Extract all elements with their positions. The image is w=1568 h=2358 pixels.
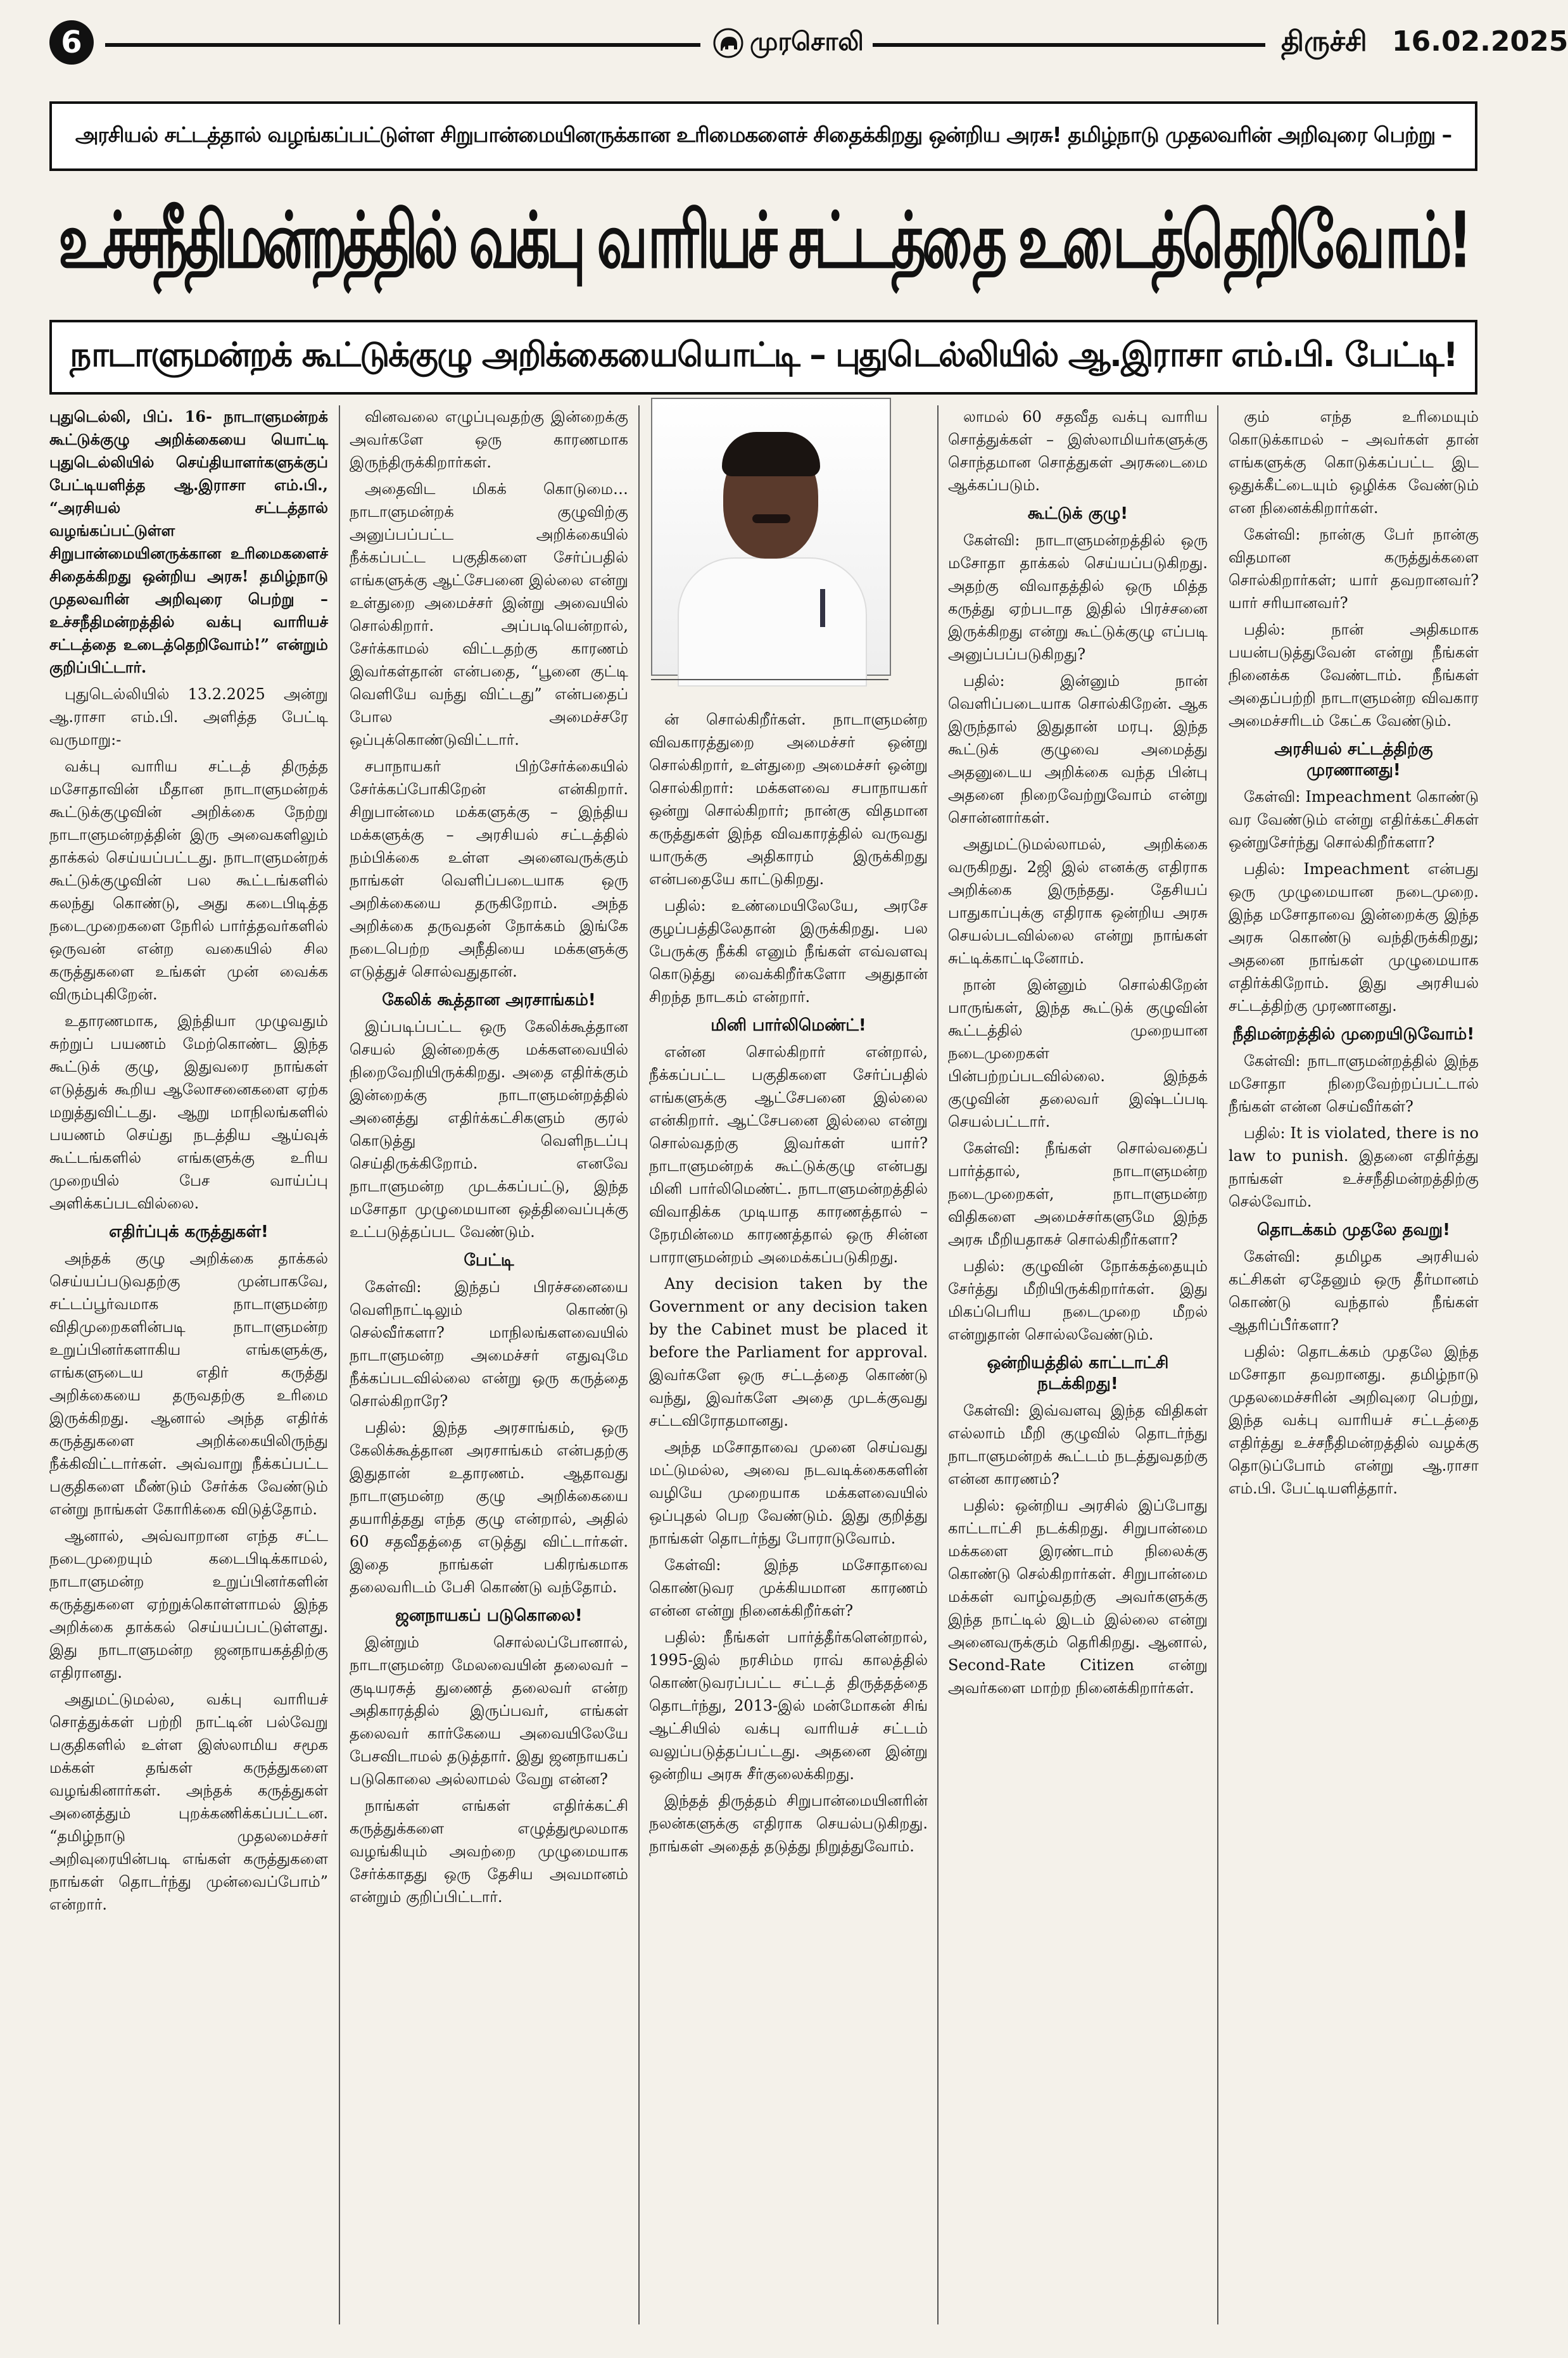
photo-hair <box>722 432 820 476</box>
photo-moustache <box>752 514 790 523</box>
article-paragraph: நாங்கள் எங்கள் எதிர்க்கட்சி கருத்துக்களை எழுத்துமூலமாக வழங்கியும் அவற்றை முழுமையாக சேர்க்காதது ஒரு தேசிய அவமானம் என்றும் குறிப்பிட்டார். <box>350 1797 628 1906</box>
article-paragraph: நான் இன்னும் சொல்கிறேன் பாருங்கள், இந்த கூட்டுக் குழுவின் கூட்டத்தில் முறையான நடைமுறைகள் பின்பற்றப்படவில்லை. இந்தக் குழுவின் தலைவர் இஷ்டப்படி செயல்பட்டார். <box>948 976 1208 1131</box>
paper-name: முரசொலி <box>750 27 864 56</box>
kicker-headline: அரசியல் சட்டத்தால் வழங்கப்பட்டுள்ள சிறுபான்மையினருக்கான உரிமைகளைச் சிதைக்கிறது ஒன்றிய அரசு! தமிழ்நாடு முதலவரின் அறிவுரை பெற்று – <box>75 122 1452 147</box>
article-paragraph: கேள்வி: நாடாளுமன்றத்தில் ஒரு மசோதா தாக்கல் செய்யப்படுகிறது. அதற்கு விவாதத்தில் ஒரு மித்த கருத்து ஏற்படாத இதில் பிரச்சனை இருக்கிறது என்று கூட்டுக்குழு எப்படி அனுப்பப்படுகிறது? <box>948 531 1208 663</box>
section-subheading: கூட்டுக் குழு! <box>1027 504 1129 523</box>
article-paragraph: புதுடெல்லி, பிப். 16- நாடாளுமன்றக் கூட்டுக்குழு அறிக்கையை யொட்டி புதுடெல்லியில் செய்தியாளர்களுக்குப் பேட்டியளித்த ஆ.இராசா எம்.பி., “அரசியல் சட்டத்தால் வழங்கப்பட்டுள்ள சிறுபான்மையினருக்கான உரிமைகளைச் சிதைக்கிறது ஒன்றிய அரசு! தமிழ்நாடு முதலவரின் அறிவுரை பெற்று – உச்சநீதிமன்றத்தில் வக்பு வாரியச் சட்டத்தை உடைத்தெறிவோம்!” என்றும் குறிப்பிட்டார். <box>49 407 328 676</box>
paper-logo <box>713 24 864 62</box>
article-paragraph: அந்தக் குழு அறிக்கை தாக்கல் செய்யப்படுவதற்கு முன்பாகவே, சட்டப்பூர்வமாக நாடாளுமன்ற விதிமுறைகளின்படி நாடாளுமன்ற உறுப்பினர்களாகிய எங்களுக்கு, எங்களுடைய எதிர் கருத்து அறிக்கையை தருவதற்கு உரிமை இருக்கிறது. ஆனால் அந்த எதிர்க் கருத்துகளை அறிக்கையிலிருந்து நீக்கிவிட்டார்கள். அவ்வாறு நீக்கப்பட்ட பகுதிகளை மீண்டும் சேர்க்க வேண்டும் என்று நாங்கள் கோரிக்கை விடுத்தோம். <box>49 1250 328 1518</box>
article-paragraph: பதில்: ஒன்றிய அரசில் இப்போது காட்டாட்சி நடக்கிறது. சிறுபான்மை மக்களை இரண்டாம் நிலைக்கு கொண்டு செல்கிறார்கள். சிறுபான்மை மக்கள் வாழ்வதற்கு அவர்களுக்கு இந்த நாட்டில் இடம் இல்லை என்று அனைவருக்கும் தெரிகிறது. ஆனால், Second-Rate Citizen என்று அவர்களை மாற்ற நினைக்கிறார்கள். <box>948 1497 1208 1697</box>
page-number: 6 <box>49 20 94 65</box>
article-paragraph: கேள்வி: நீங்கள் சொல்வதைப் பார்த்தால், நாடாளுமன்ற நடைமுறைகள், நாடாளுமன்ற விதிகளை அமைச்சர்களுமே இந்த அரசு மீறியதாகச் சொல்கிறீர்களா? <box>948 1139 1208 1248</box>
article-paragraph: கேள்வி: நாடாளுமன்றத்தில் இந்த மசோதா நிறைவேற்றப்பட்டால் நீங்கள் என்ன செய்வீர்கள்? <box>1229 1052 1479 1115</box>
article-paragraph: புதுடெல்லியில் 13.2.2025 அன்று ஆ.ராசா எம்.பி. அளித்த பேட்டி வருமாறு:- <box>49 685 328 749</box>
article-paragraph: கேள்வி: இவ்வளவு இந்த விதிகள் எல்லாம் மீறி குழுவில் தொடர்ந்து நாடாளுமன்றக் கூட்டம் நடத்துவதற்கு என்ன காரணம்? <box>948 1402 1208 1488</box>
masthead-rule-right <box>873 43 1265 47</box>
article-paragraph: என்ன சொல்கிறார் என்றால், நீக்கப்பட்ட பகுதிகளை சேர்ப்பதில் எங்களுக்கு ஆட்சேபனை இல்லை என்கிறார். ஆட்சேபனை இல்லை என்று சொல்வதற்கு இவர்கள் யார்? நாடாளுமன்றக் கூட்டுக்குழு என்பது மினி பார்லிமெண்ட். நாடாளுமன்றத்தில் விவாதிக்க முடியாத காரணத்தால் – நேரமின்மை காரணத்தால் ஒரு சின்ன பாராளுமன்றம் அமைக்கப்படுகிறது. <box>649 1043 928 1266</box>
article-paragraph: பதில்: தொடக்கம் முதலே இந்த மசோதா தவறானது. தமிழ்நாடு முதலமைச்சரின் அறிவுரை பெற்று, இந்த வக்பு வாரியச் சட்டத்தை எதிர்த்து உச்சநீதிமன்றத்தில் வழக்கு தொடுப்போம் என்று ஆ.ராசா எம்.பி. பேட்டியளித்தார். <box>1229 1343 1479 1497</box>
article-paragraph: வினவலை எழுப்புவதற்கு இன்றைக்கு அவர்களே ஒரு காரணமாக இருந்திருக்கிறார்கள். <box>350 408 628 471</box>
article-paragraph: கும் எந்த உரிமையும் கொடுக்காமல் – அவர்கள் தான் எங்களுக்கு கொடுக்கப்பட்ட இட ஒதுக்கீட்டையும் ஒழிக்க வேண்டும் என நினைக்கிறார்கள். <box>1229 408 1479 517</box>
masthead <box>49 16 1568 70</box>
speaker-photo <box>651 398 891 676</box>
article-paragraph: கேள்வி: நான்கு பேர் நான்கு விதமான கருத்துக்களை சொல்கிறார்கள்; யார் தவறானவர்? யார் சரியானவர்? <box>1229 526 1479 612</box>
section-subheading: ஒன்றியத்தில் காட்டாட்சி நடக்கிறது! <box>987 1353 1169 1393</box>
article-paragraph: பதில்: நீங்கள் பார்த்தீர்களென்றால், 1995-இல் நரசிம்ம ராவ் காலத்தில் கொண்டுவரப்பட்ட சட்டத் திருத்தத்தை தொடர்ந்து, 2013-இல் மன்மோகன் சிங் ஆட்சியில் வக்பு வாரியச் சட்டம் வலுப்படுத்தப்பட்டது. அதனை இன்று ஒன்றிய அரசு சீர்குலைக்கிறது. <box>649 1628 928 1783</box>
article-paragraph: பதில்: இந்த அரசாங்கம், ஒரு கேலிக்கூத்தான அரசாங்கம் என்பதற்கு இதுதான் உதாரணம். ஆதாவது நாடாளுமன்ற குழு அறிக்கையை தயாரித்தது எந்த குழு என்றால், அதில் 60 சதவீதத்தை எடுத்து விட்டார்கள். இதை நாங்கள் பகிரங்கமாக தலைவரிடம் பேசி கொண்டு வந்தோம். <box>350 1419 628 1596</box>
edition-date: 16.02.2025 <box>1392 25 1568 58</box>
article-paragraph: லாமல் 60 சதவீத வக்பு வாரிய சொத்துக்கள் – இஸ்லாமியர்களுக்கு சொந்தமான சொத்துகள் அரசுடைமை ஆக்கப்படும். <box>948 408 1208 494</box>
column-divider <box>1217 405 1218 2324</box>
article-column-5 <box>1229 405 1479 2331</box>
article-paragraph: ஆனால், அவ்வாறான எந்த சட்ட நடைமுறையும் கடைபிடிக்காமல், நாடாளுமன்ற உறுப்பினர்களின் கருத்துகளை ஏற்றுக்கொள்ளாமல் இந்த அறிக்கை தாக்கல் செய்யப்பட்டுள்ளது. இது நாடாளுமன்ற ஜனநாயகத்திற்கு எதிரானது. <box>49 1527 328 1682</box>
subhead-box <box>49 320 1477 395</box>
article-paragraph: சபாநாயகர் பிற்சேர்க்கையில் சேர்க்கப்போகிறேன் என்கிறார். சிறுபான்மை மக்களுக்கு – இந்திய மக்களுக்கு – அரசியல் சட்டத்தில் நம்பிக்கை உள்ள அனைவருக்கும் நாங்கள் வெளிப்படையாக ஒரு அறிக்கையை தருகிறோம். அந்த அறிக்கை தருவதன் நோக்கம் இங்கே நடைபெற்ற அநீதியை மக்களுக்கு எடுத்துச் சொல்வதுதான். <box>350 757 628 980</box>
edition-city: திருச்சி <box>1281 25 1367 58</box>
article-column-1 <box>49 405 328 2331</box>
column-divider <box>638 405 640 2324</box>
column-divider <box>937 405 939 2324</box>
article-paragraph: பதில்: நான் அதிகமாக பயன்படுத்துவேன் என்று நீங்கள் நினைக்க வேண்டாம். நீங்கள் அதைப்பற்றி நாடாளுமன்ற விவகார அமைச்சரிடம் கேட்க வேண்டும். <box>1229 621 1479 730</box>
section-subheading: நீதிமன்றத்தில் முறையிடுவோம்! <box>1232 1025 1475 1044</box>
article-paragraph: Any decision taken by the Government or any decision taken by the Cabinet must be placed it before the Parliament for approval. இவர்களே ஒரு சட்டத்தை கொண்டு வந்து, இவர்களே அதை முடக்குவது சட்டவிரோதமானது. <box>649 1275 928 1429</box>
article-column-2 <box>350 405 628 2331</box>
article-column-3 <box>649 708 928 2329</box>
article-paragraph: இப்படிப்பட்ட ஒரு கேலிக்கூத்தான செயல் இன்றைக்கு மக்களவையில் நிறைவேறியிருக்கிறது. அதை எதிர்க்கும் இன்றைக்கு நாடாளுமன்றத்தில் அனைத்து எதிர்க்கட்சிகளும் குரல் கொடுத்து வெளிநடப்பு செய்திருக்கிறோம். எனவே நாடாளுமன்ற முடக்கப்பட்டு, இந்த மசோதா முழுமையான ஒத்திவைப்புக்கு உட்படுத்தப்பட வேண்டும். <box>350 1018 628 1241</box>
article-paragraph: கேள்வி: Impeachment கொண்டு வர வேண்டும் என்று எதிர்க்கட்சிகள் ஒன்றுசேர்ந்து சொல்கிறீர்களா? <box>1229 788 1479 851</box>
article-paragraph: பதில்: உண்மையிலேயே, அரசே குழப்பத்திலேதான் இருக்கிறது. பல பேருக்கு நீக்கி எனும் நீங்கள் எவ்வளவு கொடுத்து வைக்கிறீர்களோ அதுதான் சிறந்த நாடகம் என்றார். <box>649 897 928 1006</box>
article-paragraph: பதில்: It is violated, there is no law to punish. இதனை எதிர்த்து நாங்கள் உச்சநீதிமன்றத்திற்கு செல்வோம். <box>1229 1124 1479 1210</box>
photo-shirt <box>678 557 867 687</box>
article-column-4 <box>948 405 1208 2331</box>
article-paragraph: இந்தத் திருத்தம் சிறுபான்மையினரின் நலன்களுக்கு எதிராக செயல்படுகிறது. நாங்கள் அதைத் தடுத்து நிறுத்துவோம். <box>649 1792 928 1855</box>
subheadline: நாடாளுமன்றக் கூட்டுக்குழு அறிக்கையையொட்டி – புதுடெல்லியில் ஆ.இராசா எம்.பி. பேட்டி! <box>70 336 1457 374</box>
column-divider <box>339 405 340 2324</box>
article-paragraph: அதுமட்டுமல்ல, வக்பு வாரியச் சொத்துக்கள் பற்றி நாட்டின் பல்வேறு பகுதிகளில் உள்ள இஸ்லாமிய சமூக மக்கள் தங்கள் கருத்துகளை வழங்கினார்கள். அந்தக் கருத்துகள் அனைத்தும் புறக்கணிக்கப்பட்டன. “தமிழ்நாடு முதலமைச்சர் அறிவுரையின்படி எங்கள் கருத்துகளை நாங்கள் தொடர்ந்து முன்வைப்போம்” என்றார். <box>49 1690 328 1913</box>
article-paragraph: உதாரணமாக, இந்தியா முழுவதும் சுற்றுப் பயணம் மேற்கொண்ட இந்த கூட்டுக் குழு, இதுவரை நாங்கள் எடுத்துக் கூறிய ஆலோசனைகளை ஏற்க மறுத்துவிட்டது. ஆறு மாநிலங்களில் பயணம் செய்து நடத்திய ஆய்வுக் கூட்டங்களில் எங்களுக்கு உரிய முறையில் பேச வாய்ப்பு அளிக்கப்படவில்லை. <box>49 1012 328 1212</box>
article-paragraph: கேள்வி: இந்த மசோதாவை கொண்டுவர முக்கியமான காரணம் என்ன என்று நினைக்கிறீர்கள்? <box>649 1556 928 1620</box>
article-paragraph: அதைவிட மிகக் கொடுமை… நாடாளுமன்றக் குழுவிற்கு அனுப்பப்பட்ட அறிக்கையில் நீக்கப்பட்ட பகுதிகளை சேர்ப்பதில் எங்களுக்கு ஆட்சேபனை இல்லை என்று உள்துறை அமைச்சர் இன்று அவையில் சொல்கிறார். அப்படியென்றால், சேர்க்காமல் விட்டதற்கு காரணம் இவர்கள்தான் என்பதை, “பூனை குட்டி வெளியே வந்து விட்டது” என்பதைப் போல அமைச்சரே ஒப்புக்கொண்டுவிட்டார். <box>350 480 628 749</box>
article-paragraph: கேள்வி: தமிழக அரசியல் கட்சிகள் ஏதேனும் ஒரு தீர்மானம் கொண்டு வந்தால் நீங்கள் ஆதரிப்பீர்களா? <box>1229 1248 1479 1334</box>
article-paragraph: பதில்: Impeachment என்பது ஒரு முழுமையான நடைமுறை. இந்த மசோதாவை இன்றைக்கு இந்த அரசு கொண்டு வந்திருக்கிறது; அதனை நாங்கள் முழுமையாக எதிர்க்கிறோம். இது அரசியல் சட்டத்திற்கு முரணானது. <box>1229 860 1479 1015</box>
article-paragraph: வக்பு வாரிய சட்டத் திருத்த மசோதாவின் மீதான நாடாளுமன்றக் கூட்டுக்குழுவின் அறிக்கை நேற்று நாடாளுமன்றத்தின் இரு அவைகளிலும் தாக்கல் செய்யப்பட்டது. நாடாளுமன்றக் கூட்டுக்குழுவின் பல கூட்டங்களில் கலந்து கொண்டு, அது கடைபிடித்த நடைமுறைகளை நேரில் பார்த்தவர்களில் ஒருவன் என்ற வகையில் சில கருத்துகளை உங்கள் முன் வைக்க விரும்புகிறேன். <box>49 757 328 1003</box>
article-paragraph: கேள்வி: இந்தப் பிரச்சனையை வெளிநாட்டிலும் கொண்டு செல்வீர்களா? மாநிலங்களவையில் நாடாளுமன்ற அமைச்சர் எதுவுமே நீக்கப்படவில்லை என்று ஒரு கருத்தை சொல்கிறாரே? <box>350 1278 628 1410</box>
article-paragraph: ன் சொல்கிறீர்கள். நாடாளுமன்ற விவகாரத்துறை அமைச்சர் ஒன்று சொல்கிறார், உள்துறை அமைச்சர் ஒன்று சொல்கிறார்: மக்களவை சபாநாயகர் ஒன்று சொல்கிறார்; நான்கு விதமான கருத்துகள் இந்த விவகாரத்தில் வருவது யாருக்கு அதிகாரம் இருக்கிறது என்பதையே காட்டுகிறது. <box>649 711 928 888</box>
section-subheading: தொடக்கம் முதலே தவறு! <box>1257 1220 1450 1239</box>
kicker-box <box>49 101 1477 171</box>
section-subheading: எதிர்ப்புக் கருத்துகள்! <box>109 1222 269 1241</box>
main-headline: உச்சநீதிமன்றத்தில் வக்பு வாரியச் சட்டத்தை உடைத்தெறிவோம்! <box>58 194 1469 285</box>
masthead-rule-left <box>105 43 700 47</box>
section-subheading: ஜனநாயகப் படுகொலை! <box>395 1606 583 1625</box>
photo-caption-rule <box>651 679 888 703</box>
section-subheading: அரசியல் சட்டத்திற்கு முரணானது! <box>1274 740 1433 780</box>
elephant-logo-icon <box>713 28 743 58</box>
article-paragraph: அந்த மசோதாவை முனை செய்வது மட்டுமல்ல, அவை நடவடிக்கைகளின் வழியே முறையாக மக்களவையில் ஒப்புதல் பெற வேண்டும். இது குறித்து நாங்கள் தொடர்ந்து போராடுவோம். <box>649 1438 928 1547</box>
photo-pen <box>820 589 825 627</box>
article-paragraph: பதில்: இன்னும் நான் வெளிப்படையாக சொல்கிறேன். ஆக இருந்தால் இதுதான் மரபு. இந்த கூட்டுக் குழுவை அமைத்து அதனுடைய அறிக்கை வந்த பின்பு அதனை நிறைவேற்றுவோம் என்று சொன்னார்கள். <box>948 672 1208 827</box>
article-paragraph: பதில்: குழுவின் நோக்கத்தையும் சேர்த்து மீறியிருக்கிறார்கள். இது மிகப்பெரிய நடைமுறை மீறல் என்றுதான் சொல்லவேண்டும். <box>948 1257 1208 1343</box>
article-paragraph: இன்றும் சொல்லப்போனால், நாடாளுமன்ற மேலவையின் தலைவர் – குடியரசுத் துணைத் தலைவர் என்ற அதிகாரத்தில் இருப்பவர், எங்கள் தலைவர் கார்கேயை அவையிலேயே பேசவிடாமல் தடுத்தார். இது ஜனநாயகப் படுகொலை அல்லாமல் வேறு என்ன? <box>350 1633 628 1788</box>
section-subheading: கேலிக் கூத்தான அரசாங்கம்! <box>382 991 596 1010</box>
article-paragraph: அதுமட்டுமல்லாமல், அறிக்கை வருகிறது. 2ஜி இல் எனக்கு எதிராக அறிக்கை இருந்தது. தேசியப் பாதுகாப்புக்கு எதிராக ஒன்றிய அரசு செயல்படவில்லை என்று நாங்கள் சுட்டிக்காட்டினோம். <box>948 835 1208 967</box>
section-subheading: பேட்டி <box>464 1251 514 1270</box>
section-subheading: மினி பார்லிமெண்ட்! <box>711 1016 866 1035</box>
main-headline-box <box>49 181 1477 310</box>
